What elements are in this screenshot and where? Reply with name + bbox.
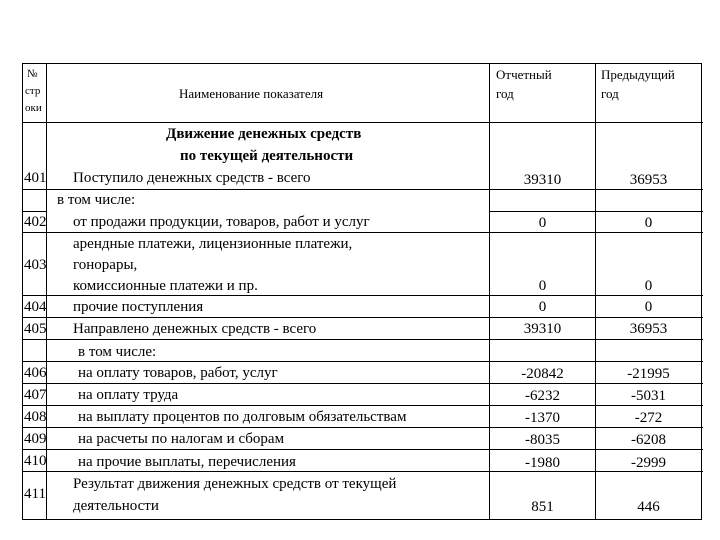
row-current-value: -6232: [525, 388, 560, 404]
row-current-value: -1370: [525, 410, 560, 426]
row-label: арендные платежи, лицензионные платежи,: [73, 236, 353, 252]
row-previous-value: 36953: [629, 172, 668, 188]
row-divider: [23, 339, 703, 340]
row-previous-value: 0: [644, 278, 653, 294]
row-current-value: 0: [538, 278, 547, 294]
row-number: 406: [24, 365, 47, 381]
row-divider: [23, 427, 703, 428]
header-current-line-1: Отчетный: [496, 67, 552, 82]
header-previous-line-2: год: [601, 86, 619, 101]
row-number: 410: [24, 453, 47, 469]
row-divider: [23, 232, 703, 233]
row-label: Поступило денежных средств - всего: [73, 170, 311, 186]
row-current-value: -20842: [521, 366, 564, 382]
row-current-value: 851: [531, 499, 554, 515]
row-number: 401: [24, 170, 47, 186]
row-label: Результат движения денежных средств от текущей: [73, 476, 397, 492]
row-current-value: 39310: [523, 321, 562, 337]
row-label: гонорары,: [73, 257, 138, 273]
row-previous-value: 0: [644, 215, 653, 231]
row-divider: [23, 449, 703, 450]
row-divider: [23, 383, 703, 384]
row-current-value: 0: [538, 215, 547, 231]
row-current-value: 39310: [523, 172, 562, 188]
row-previous-value: -2999: [631, 455, 666, 471]
row-current-value: -1980: [525, 455, 560, 471]
row-divider: [23, 189, 703, 190]
row-number: 407: [24, 387, 47, 403]
row-previous-value: -21995: [627, 366, 670, 382]
row-divider: [23, 317, 703, 318]
row-label: на оплату труда: [78, 387, 179, 403]
row-label: в том числе:: [78, 344, 157, 360]
row-label: на оплату товаров, работ, услуг: [78, 365, 278, 381]
row-number: 411: [24, 486, 46, 502]
row-divider: [23, 405, 703, 406]
row-label: Направлено денежных средств - всего: [73, 321, 317, 337]
row-current-value: -8035: [525, 432, 560, 448]
col-divider-num: [46, 64, 47, 519]
row-previous-value: 446: [637, 499, 660, 515]
row-divider: [23, 295, 703, 296]
header-name: Наименование показателя: [179, 86, 324, 101]
row-previous-value: 0: [644, 299, 653, 315]
row-number: 405: [24, 321, 47, 337]
row-label: деятельности: [73, 498, 159, 514]
header-previous-line-1: Предыдущий: [601, 67, 675, 82]
section-title-line-2: по текущей деятельности: [180, 148, 354, 164]
row-number: 403: [24, 257, 47, 273]
row-current-value: 0: [538, 299, 547, 315]
row-number: 402: [24, 214, 47, 230]
row-number: 408: [24, 409, 47, 425]
header-current-line-2: год: [496, 86, 514, 101]
header-num-line-2: стр: [25, 85, 41, 97]
row-label: от продажи продукции, товаров, работ и услуг: [73, 214, 370, 230]
row-divider: [23, 211, 46, 212]
row-label: на расчеты по налогам и сборам: [78, 431, 285, 447]
row-divider: [489, 211, 703, 212]
row-label: на выплату процентов по долговым обязательствам: [78, 409, 407, 425]
row-number: 409: [24, 431, 47, 447]
row-previous-value: -272: [634, 410, 663, 426]
header-num-line-1: №: [27, 68, 38, 80]
row-label: прочие поступления: [73, 299, 204, 315]
row-label: в том числе:: [57, 192, 136, 208]
row-previous-value: -5031: [631, 388, 666, 404]
row-label: комиссионные платежи и пр.: [73, 278, 258, 294]
section-title-line-1: Движение денежных средств: [166, 126, 362, 142]
row-divider: [23, 361, 703, 362]
header-divider: [23, 122, 703, 123]
header-num-line-3: оки: [25, 102, 42, 114]
row-previous-value: -6208: [631, 432, 666, 448]
cash-flow-table: [22, 63, 702, 520]
row-previous-value: 36953: [629, 321, 668, 337]
row-number: 404: [24, 299, 47, 315]
row-label: на прочие выплаты, перечисления: [78, 454, 296, 470]
